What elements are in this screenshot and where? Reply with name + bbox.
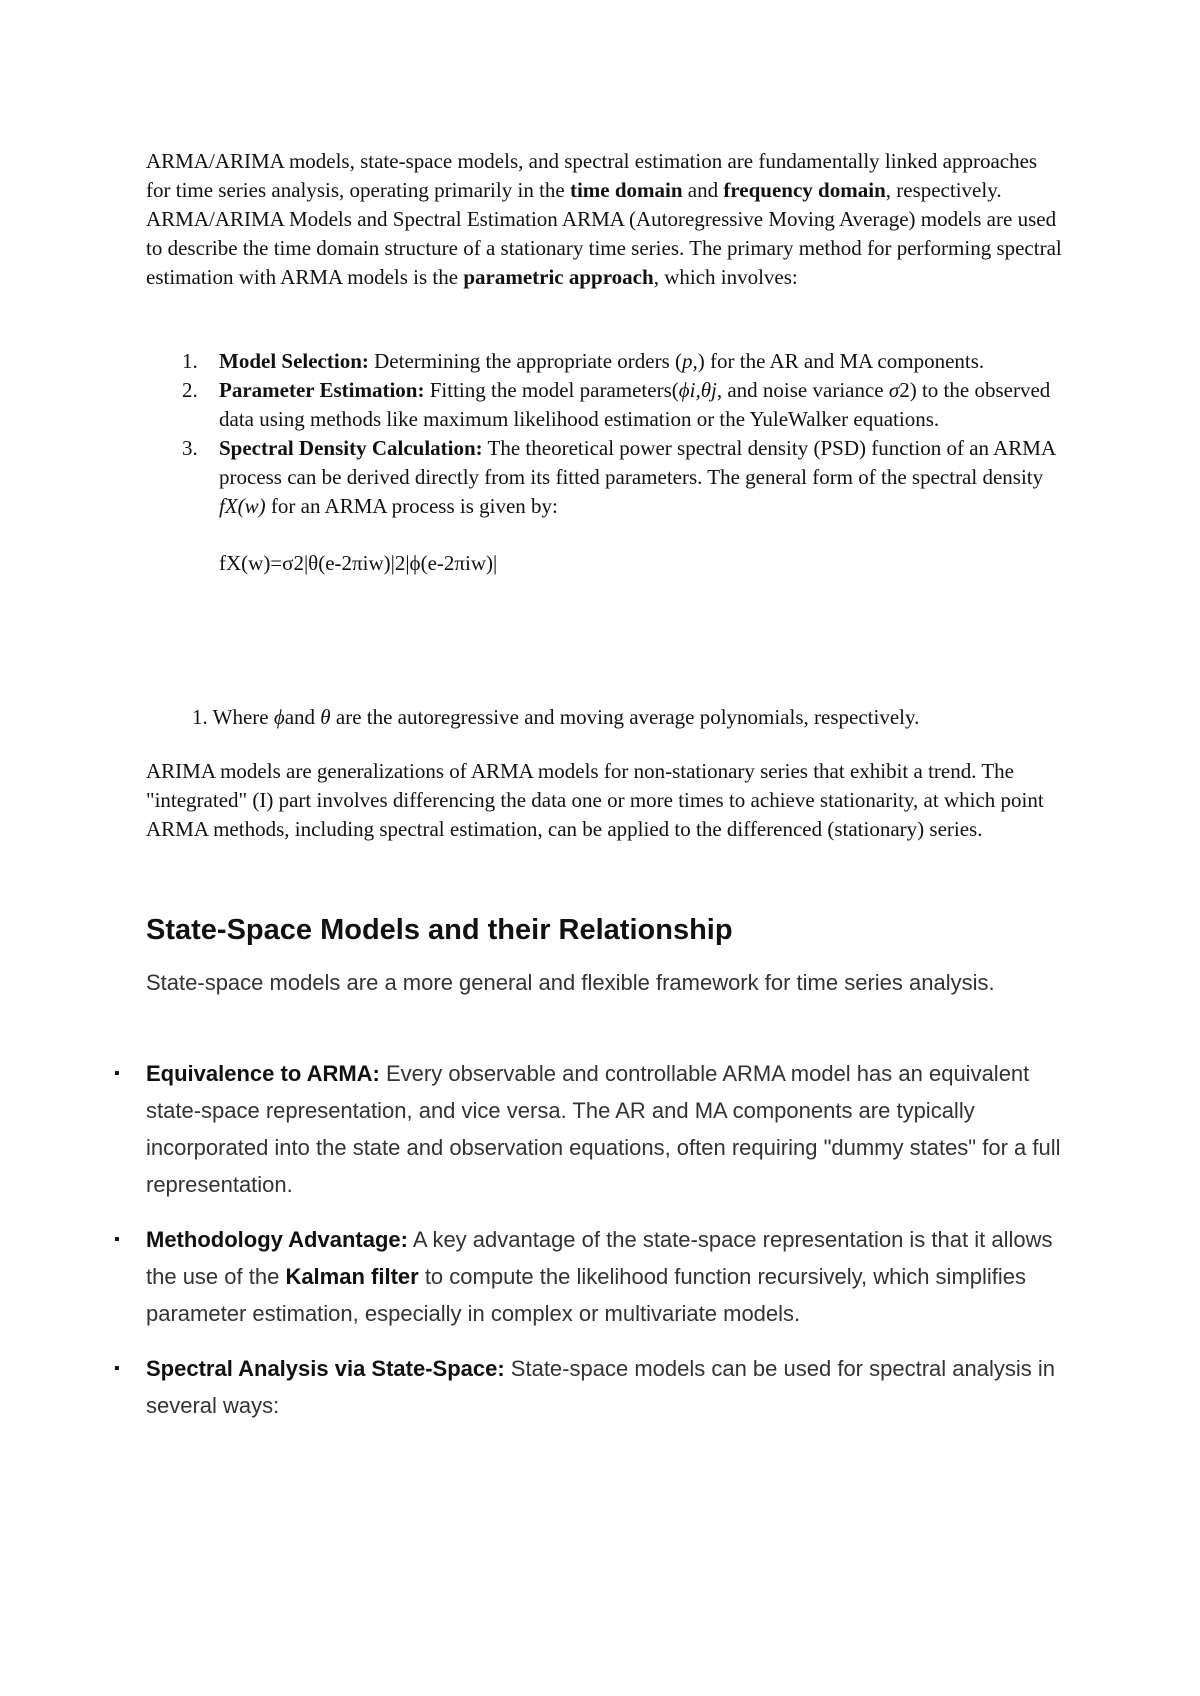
list-number: 1. — [192, 705, 208, 729]
list-number: 1. — [182, 349, 198, 373]
where-text: Where — [212, 705, 274, 729]
math-symbol: ϕ — [273, 705, 285, 729]
bullet-icon: ▪ — [114, 1360, 120, 1377]
step-text: for an ARMA process is given by: — [265, 494, 558, 518]
step-text: 2) to the observed data using methods like maximum likelihood estimation or the YuleWalker equations. — [219, 378, 1051, 431]
intro-text-4: , which involves: — [653, 265, 798, 289]
where-text: are the autoregressive and moving average polynomials, respectively. — [330, 705, 920, 729]
list-item — [114, 1055, 1066, 1203]
step-text: The theoretical power spectral density (PSD) function of an ARMA process can be derived directly from its fitted parameters. The general form of the spectral density — [219, 436, 1055, 489]
where-note — [192, 703, 1072, 732]
step-title: Parameter Estimation: — [219, 378, 425, 402]
step-title: Model Selection: — [219, 349, 369, 373]
list-item — [146, 434, 1066, 619]
bullet-bold-kalman-filter: Kalman filter — [285, 1264, 419, 1289]
math-symbol: p, — [682, 349, 698, 373]
state-space-intro: State-space models are a more general and flexible framework for time series analysis. — [146, 970, 995, 995]
state-space-bullets — [114, 1055, 1066, 1442]
intro-bold-time-domain: time domain — [569, 178, 683, 202]
intro-bold-parametric-approach: parametric approach — [463, 265, 654, 289]
bullet-icon: ▪ — [114, 1065, 120, 1082]
where-text: and — [284, 705, 321, 729]
bullet-text: A key advantage of the state-space representation is that it allows the use of the — [146, 1227, 1053, 1289]
intro-paragraph — [146, 147, 1066, 292]
step-text: ) for the AR and MA components. — [697, 349, 985, 373]
math-symbol: fX(w) — [219, 494, 266, 518]
step-text: Determining the appropriate orders ( — [368, 349, 683, 373]
intro-text-3: , respectively. ARMA/ARIMA Models and Spectral Estimation ARMA (Autoregressive Moving Average) models are used to describe the time domain structure of a stationary time series. The primary method for performing spectral estimation with ARMA models is the — [146, 178, 1062, 289]
bullet-text: to compute the likelihood function recursively, which simplifies parameter estimation, especially in complex or multivariate models. — [146, 1264, 1027, 1326]
intro-text-2: and — [682, 178, 724, 202]
step-text: , and noise variance — [716, 378, 889, 402]
bullet-title: Equivalence to ARMA: — [146, 1061, 380, 1086]
bullet-title: Methodology Advantage: — [146, 1227, 408, 1252]
step-text: Fitting the model parameters( — [424, 378, 679, 402]
bullet-icon: ▪ — [114, 1231, 120, 1248]
bullet-text: State-space models can be used for spectral analysis in several ways: — [146, 1356, 1055, 1418]
list-number: 2. — [182, 378, 198, 402]
steps-list — [146, 347, 1066, 619]
list-item — [146, 347, 1066, 376]
list-item — [114, 1221, 1066, 1332]
arima-paragraph: ARIMA models are generalizations of ARMA models for non-stationary series that exhibit a trend. The "integrated" (I) part involves differencing the data one or more times to achieve stationarity, at which point ARMA methods, including spectral estimation, can be applied to the differenced (stationary) series. — [146, 759, 1044, 841]
intro-bold-frequency-domain: frequency domain — [723, 178, 886, 202]
math-symbol: σ — [888, 378, 900, 402]
math-symbol: θ — [320, 705, 331, 729]
spectral-density-formula: fX(w)=σ2|θ(e-2πiw)|2|ϕ(e-2πiw)| — [219, 551, 498, 575]
step-title: Spectral Density Calculation: — [219, 436, 483, 460]
math-symbol: ϕi,θj — [678, 378, 717, 402]
list-item — [146, 376, 1066, 434]
list-item — [114, 1350, 1066, 1424]
list-number: 3. — [182, 436, 198, 460]
bullet-title: Spectral Analysis via State-Space: — [146, 1356, 505, 1381]
section-heading: State-Space Models and their Relationship — [146, 914, 733, 946]
intro-text-1: ARMA/ARIMA models, state-space models, and spectral estimation are fundamentally linked approaches for time series analysis, operating primarily in the — [146, 149, 1038, 202]
bullet-text: Every observable and controllable ARMA model has an equivalent state-space representation, and vice versa. The AR and MA components are typically incorporated into the state and observation equations, often requiring "dummy states" for a full representation. — [146, 1061, 1061, 1197]
